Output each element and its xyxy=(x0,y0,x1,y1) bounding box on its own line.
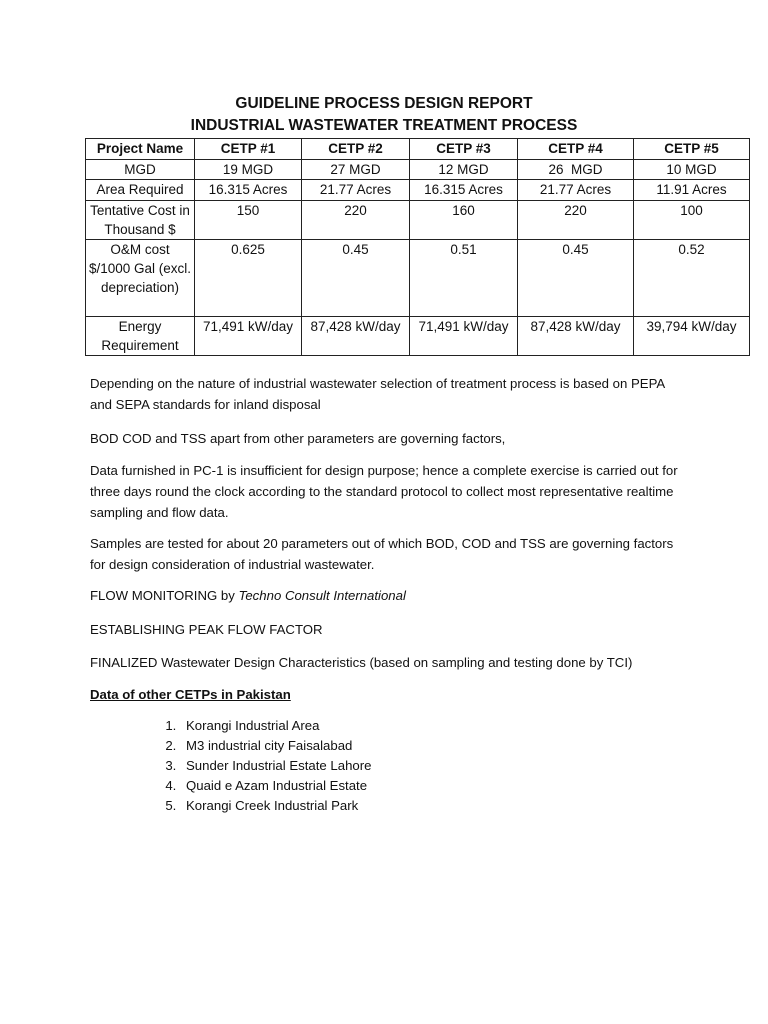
cetp-list xyxy=(140,716,680,816)
cetp-comparison-table xyxy=(85,138,750,356)
table-cell: 21.77 Acres xyxy=(302,180,410,201)
table-cell: 10 MGD xyxy=(634,160,750,180)
row-label: Energy Requirement xyxy=(86,317,195,356)
flow-monitoring-consultant: Techno Consult International xyxy=(238,588,406,603)
table-cell: 0.625 xyxy=(195,240,302,317)
table-cell: 150 xyxy=(195,201,302,240)
table-cell: 220 xyxy=(302,201,410,240)
table-header-cell: CETP #3 xyxy=(410,139,518,160)
table-row-area xyxy=(86,180,750,201)
paragraph-treatment-selection: Depending on the nature of industrial wastewater selection of treatment process is based on PEPA and SEPA standards for inland disposal xyxy=(90,376,665,412)
paragraph-flow-monitoring xyxy=(90,585,690,606)
table-cell: 87,428 kW/day xyxy=(302,317,410,356)
list-item: 1. Korangi Industrial Area xyxy=(180,716,680,736)
row-label: Area Required xyxy=(86,180,195,201)
row-label: O&M cost $/1000 Gal (excl. depreciation) xyxy=(86,240,195,317)
table-cell: 27 MGD xyxy=(302,160,410,180)
table-cell: 71,491 kW/day xyxy=(410,317,518,356)
row-label: Tentative Cost in Thousand $ xyxy=(86,201,195,240)
table-cell: 26 MGD xyxy=(518,160,634,180)
table-row-mgd xyxy=(86,160,750,180)
paragraph-samples-tested: Samples are tested for about 20 parameters out of which BOD, COD and TSS are governing factors for design consideration of industrial wastewater. xyxy=(90,536,674,572)
paragraph-governing-factors: BOD COD and TSS apart from other parameters are governing factors, xyxy=(90,431,506,446)
list-item: 5. Korangi Creek Industrial Park xyxy=(180,796,680,816)
table-header-cell: CETP #1 xyxy=(195,139,302,160)
table-cell: 0.51 xyxy=(410,240,518,317)
report-title-line1: GUIDELINE PROCESS DESIGN REPORT xyxy=(235,95,533,112)
table-header-cell: CETP #5 xyxy=(634,139,750,160)
paragraph-data-furnished: Data furnished in PC-1 is insufficient for design purpose; hence a complete exercise is carried out for three days round the clock according to the standard protocol to collect most representative realtime sampling and flow data. xyxy=(90,463,678,520)
table-row-energy xyxy=(86,317,750,356)
flow-monitoring-lead: FLOW MONITORING by xyxy=(90,588,239,603)
table-cell: 0.52 xyxy=(634,240,750,317)
table-row-cost xyxy=(86,201,750,240)
table-cell: 160 xyxy=(410,201,518,240)
table-cell: 12 MGD xyxy=(410,160,518,180)
table-cell: 100 xyxy=(634,201,750,240)
list-item: 2. M3 industrial city Faisalabad xyxy=(180,736,680,756)
table-cell: 11.91 Acres xyxy=(634,180,750,201)
table-row-om-cost xyxy=(86,240,750,317)
list-item: 3. Sunder Industrial Estate Lahore xyxy=(180,756,680,776)
section-heading-other-cetps: Data of other CETPs in Pakistan xyxy=(90,687,291,702)
table-cell: 0.45 xyxy=(518,240,634,317)
table-cell: 39,794 kW/day xyxy=(634,317,750,356)
table-cell: 71,491 kW/day xyxy=(195,317,302,356)
table-cell: 220 xyxy=(518,201,634,240)
table-header-cell: CETP #2 xyxy=(302,139,410,160)
table-cell: 19 MGD xyxy=(195,160,302,180)
table-header-cell: CETP #4 xyxy=(518,139,634,160)
table-cell: 0.45 xyxy=(302,240,410,317)
table-cell: 87,428 kW/day xyxy=(518,317,634,356)
list-item: 4. Quaid e Azam Industrial Estate xyxy=(180,776,680,796)
row-label: MGD xyxy=(86,160,195,180)
table-cell: 16.315 Acres xyxy=(195,180,302,201)
table-cell: 16.315 Acres xyxy=(410,180,518,201)
table-header-row xyxy=(86,139,750,160)
paragraph-finalized-characteristics: FINALIZED Wastewater Design Characteristics (based on sampling and testing done by TCI) xyxy=(90,655,633,670)
table-cell: 21.77 Acres xyxy=(518,180,634,201)
report-title-line2: INDUSTRIAL WASTEWATER TREATMENT PROCESS xyxy=(190,117,578,134)
table-header-cell: Project Name xyxy=(86,139,195,160)
paragraph-peak-flow-factor: ESTABLISHING PEAK FLOW FACTOR xyxy=(90,622,323,637)
